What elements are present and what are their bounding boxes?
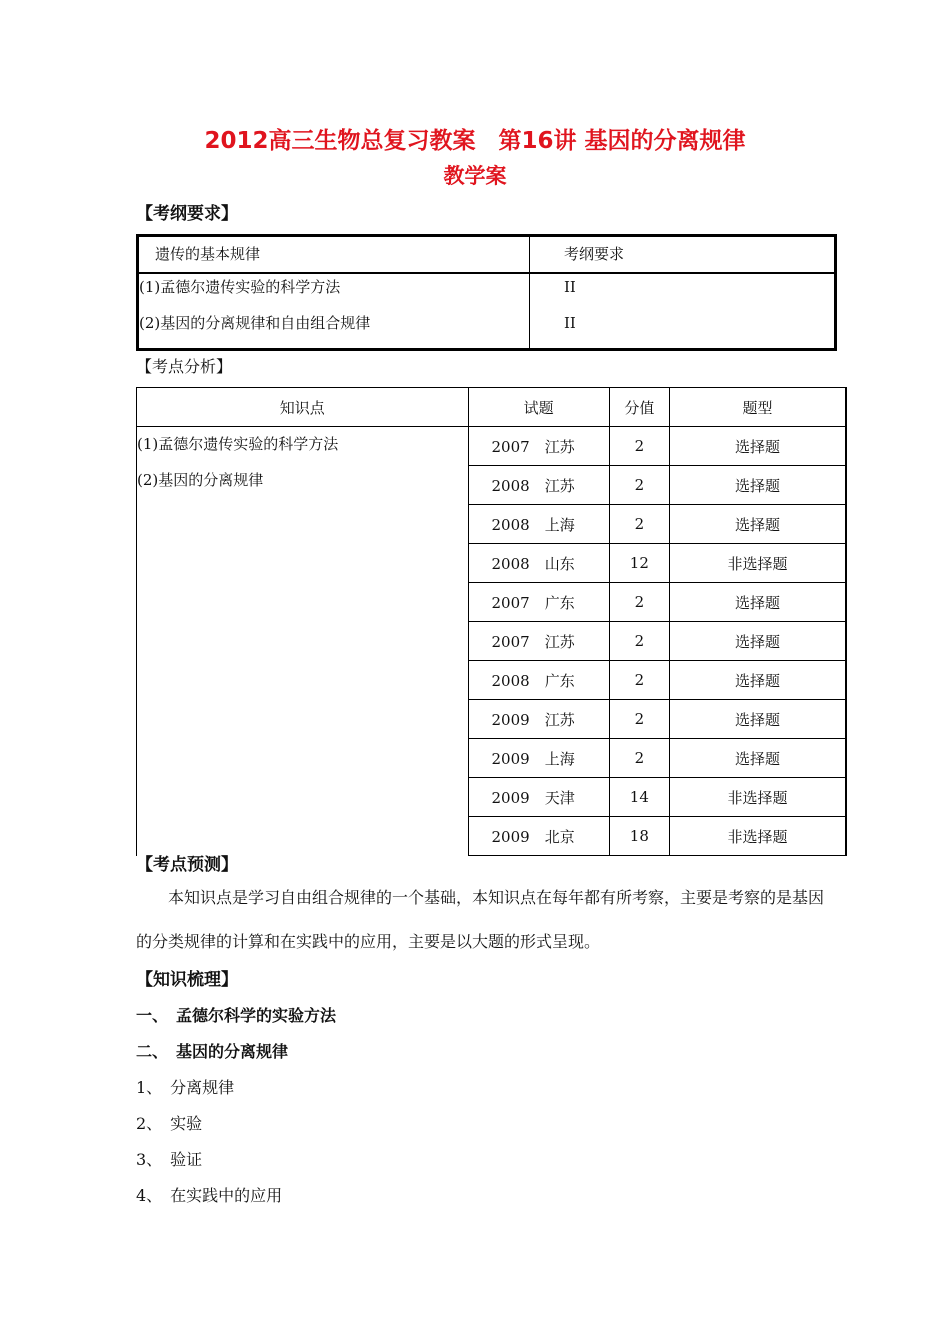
page-title: 2012高三生物总复习教案 第16讲 基因的分离规律	[204, 128, 746, 154]
type-cell: 选择题	[669, 739, 846, 778]
type-cell: 非选择题	[669, 778, 846, 817]
exam-cell: 2007 广东	[468, 583, 609, 622]
exam-cell: 2009 江苏	[468, 700, 609, 739]
score-cell: 2	[609, 622, 669, 661]
outline-item: 1、 分离规律	[136, 1078, 235, 1097]
table-header-row	[137, 388, 847, 427]
analysis-table	[136, 387, 847, 856]
knowledge-point: (2)基因的分离规律	[137, 471, 264, 489]
score-cell: 2	[609, 466, 669, 505]
requirement-level: II	[564, 313, 576, 332]
header-cell: 知识点	[137, 388, 469, 427]
requirement-levels-cell	[530, 273, 836, 350]
exam-cell: 2007 江苏	[468, 622, 609, 661]
score-cell: 14	[609, 778, 669, 817]
knowledge-point-cell	[137, 427, 469, 856]
exam-cell: 2008 上海	[468, 505, 609, 544]
section-requirements-heading: 【考纲要求】	[136, 204, 238, 224]
page-subtitle: 教学案	[443, 164, 507, 188]
exam-cell: 2009 北京	[468, 817, 609, 856]
type-cell: 选择题	[669, 466, 846, 505]
outline-heading-2: 二、 基因的分离规律	[136, 1042, 289, 1061]
type-cell: 非选择题	[669, 544, 846, 583]
type-cell: 选择题	[669, 622, 846, 661]
outline-heading-1: 一、 孟德尔科学的实验方法	[136, 1006, 337, 1025]
requirement-level: II	[564, 277, 576, 296]
outline-item: 2、 实验	[136, 1114, 203, 1133]
exam-cell: 2009 天津	[468, 778, 609, 817]
score-cell: 2	[609, 661, 669, 700]
score-cell: 2	[609, 505, 669, 544]
header-cell: 题型	[669, 388, 846, 427]
header-cell: 试题	[468, 388, 609, 427]
requirement-items-cell	[138, 273, 530, 350]
type-cell: 选择题	[669, 700, 846, 739]
header-cell: 遗传的基本规律	[138, 236, 530, 273]
table-row	[137, 427, 847, 466]
knowledge-point: (1)孟德尔遗传实验的科学方法	[137, 435, 339, 453]
header-cell: 分值	[609, 388, 669, 427]
requirement-item: (1)孟德尔遗传实验的科学方法	[139, 277, 341, 296]
exam-cell: 2009 上海	[468, 739, 609, 778]
header-cell: 考纲要求	[530, 236, 836, 273]
table-header-row	[138, 236, 836, 273]
requirement-item: (2)基因的分离规律和自由组合规律	[139, 313, 371, 332]
section-prediction-heading: 【考点预测】	[136, 855, 238, 875]
type-cell: 选择题	[669, 583, 846, 622]
section-analysis-heading: 【考点分析】	[136, 357, 233, 376]
outline-item: 3、 验证	[136, 1150, 203, 1169]
section-review-heading: 【知识梳理】	[136, 970, 238, 990]
type-cell: 非选择题	[669, 817, 846, 856]
score-cell: 2	[609, 700, 669, 739]
requirements-table	[136, 234, 837, 351]
exam-cell: 2008 广东	[468, 661, 609, 700]
prediction-paragraph: 本知识点是学习自由组合规律的一个基础，本知识点在每年都有所考察，主要是考察的是基因的分类规律的计算和在实践中的应用，主要是以大题的形式呈现。	[136, 888, 825, 951]
score-cell: 2	[609, 583, 669, 622]
score-cell: 18	[609, 817, 669, 856]
exam-cell: 2008 山东	[468, 544, 609, 583]
type-cell: 选择题	[669, 427, 846, 466]
type-cell: 选择题	[669, 661, 846, 700]
score-cell: 12	[609, 544, 669, 583]
table-row	[138, 273, 836, 350]
score-cell: 2	[609, 739, 669, 778]
outline-item: 4、 在实践中的应用	[136, 1186, 283, 1205]
score-cell: 2	[609, 427, 669, 466]
exam-cell: 2008 江苏	[468, 466, 609, 505]
type-cell: 选择题	[669, 505, 846, 544]
exam-cell: 2007 江苏	[468, 427, 609, 466]
